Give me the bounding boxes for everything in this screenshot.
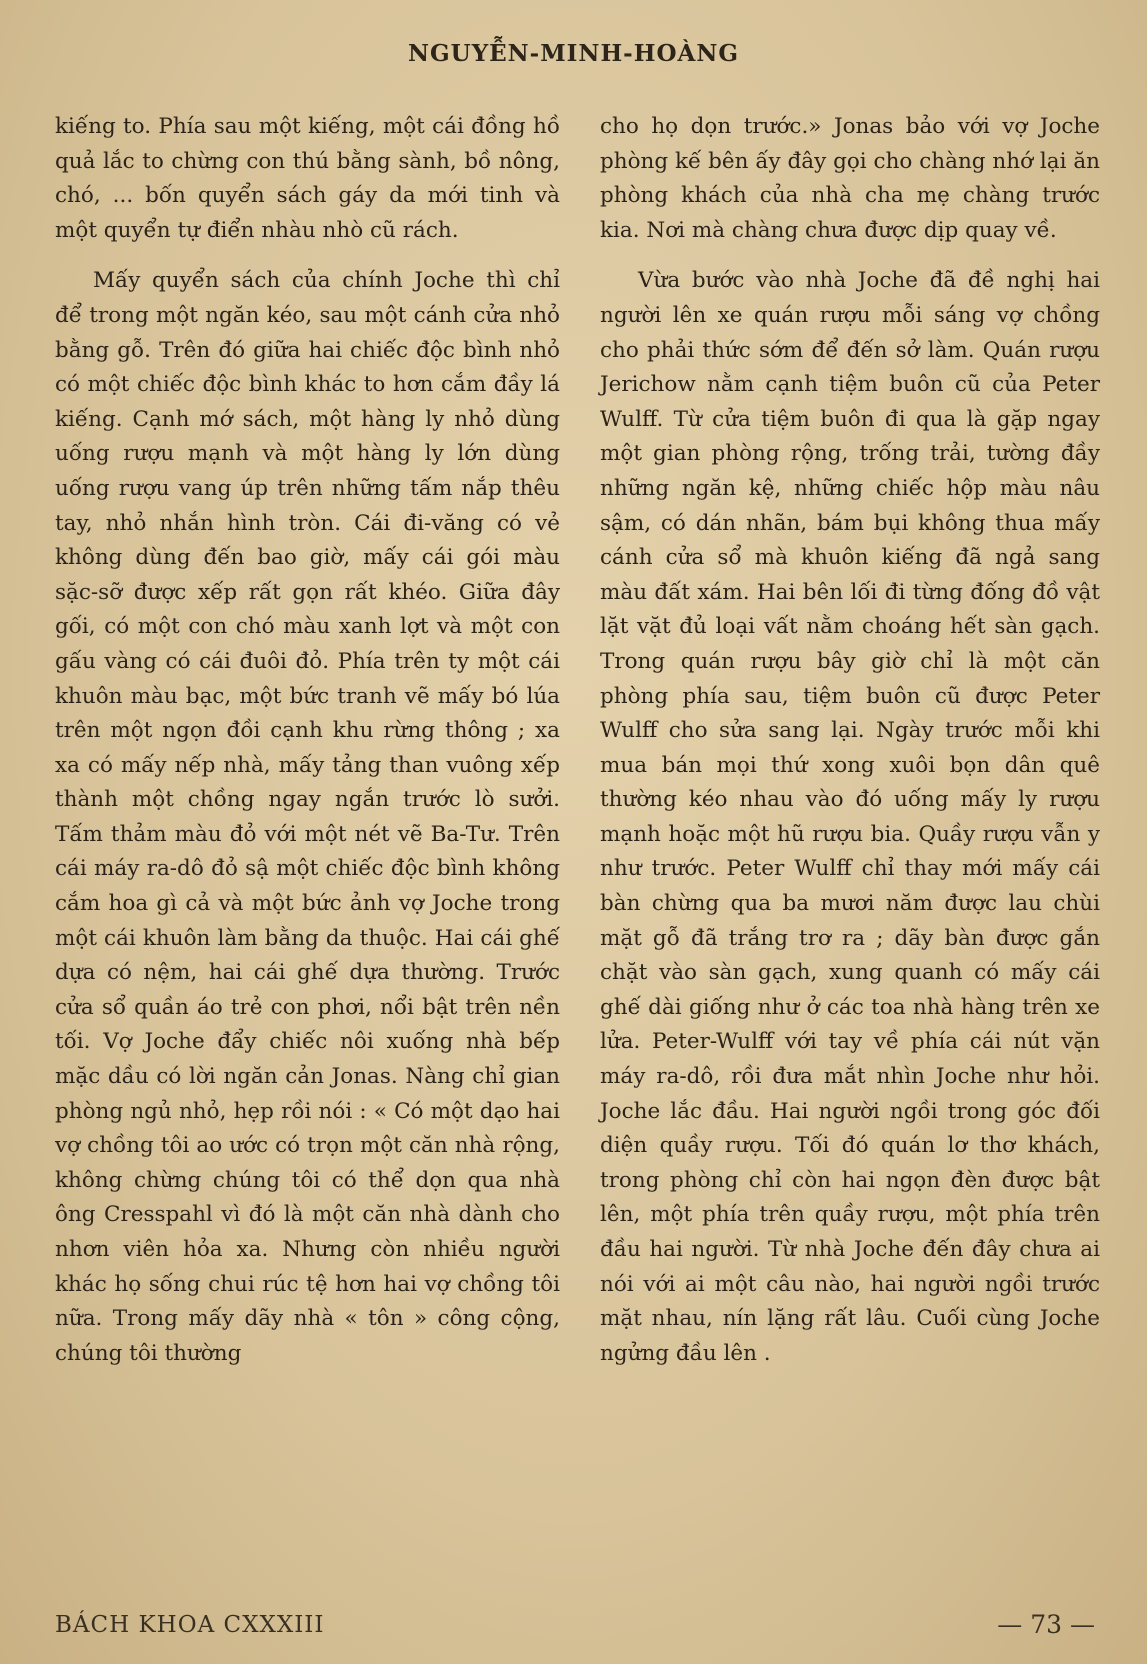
paragraph: Vừa bước vào nhà Joche đã đề nghị hai người lên xe quán rượu mỗi sáng vợ chồng cho phải thức sớm để đến sở làm. Quán rượu Jerichow nằm cạnh tiệm buôn cũ của Peter Wulff. Từ cửa tiệm buôn đi qua là gặp ngay một gian phòng rộng, trống trải, tường đầy những ngăn kệ, những chiếc hộp màu nâu sậm, có dán nhãn, bám bụi không thua mấy cánh cửa sổ mà khuôn kiếng đã ngả sang màu đất xám. Hai bên lối đi từng đống đồ vật lặt vặt đủ loại vất nằm choáng hết sàn gạch. Trong quán rượu bây giờ chỉ là một căn phòng phía sau, tiệm buôn cũ được Peter Wulff cho sửa sang lại. Ngày trước mỗi khi mua bán mọi thứ xong xuôi bọn dân quê thường kéo nhau vào đó uống mấy ly rượu mạnh hoặc một hũ rượu bia. Quầy rượu vẫn y như trước. Peter Wulff chỉ thay mới mấy cái bàn chừng qua ba mươi năm được lau chùi mặt gỗ đã trắng trơ ra ; dãy bàn được gắn chặt vào sàn gạch, xung quanh có mấy cái ghế dài giống như ở các toa nhà hàng trên xe lửa. Peter-Wulff với tay về phía cái nút vặn máy ra-dô, rồi đưa mắt nhìn Joche như hỏi. Joche lắc đầu. Hai người ngồi trong góc đối diện quầy rượu. Tối đó quán lơ thơ khách, trong phòng chỉ còn hai ngọn đèn được bật lên, một phía trên quầy rượu, một phía trên đầu hai người. Từ nhà Joche đến đây chưa ai nói với ai một câu nào, hai người ngồi trước mặt nhau, nín lặng rất lâu. Cuối cùng Joche ngửng đầu lên . xyxy=(600,268,1100,1366)
right-column xyxy=(600,110,1100,1387)
running-header: NGUYỄN-MINH-HOÀNG xyxy=(407,40,740,67)
paragraph: Mấy quyển sách của chính Joche thì chỉ để trong một ngăn kéo, sau một cánh cửa nhỏ bằng gỗ. Trên đó giữa hai chiếc độc bình nhỏ có một chiếc độc bình khác to hơn cắm đầy lá kiếng. Cạnh mớ sách, một hàng ly nhỏ dùng uống rượu mạnh và một hàng ly lớn dùng uống rượu vang úp trên những tấm nắp thêu tay, nhỏ nhắn hình tròn. Cái đi-văng có vẻ không dùng đến bao giờ, mấy cái gói màu sặc-sỡ được xếp rất gọn rất khéo. Giữa đây gối, có một con chó màu xanh lợt và một con gấu vàng có cái đuôi đỏ. Phía trên ty một cái khuôn màu bạc, một bức tranh vẽ mấy bó lúa trên một ngọn đồi cạnh khu rừng thông ; xa xa có mấy nếp nhà, mấy tảng than vuông xếp thành một chồng ngay ngắn trước lò sưởi. Tấm thảm màu đỏ với một nét vẽ Ba-Tư. Trên cái máy ra-dô đỏ sậ một chiếc độc bình không cắm hoa gì cả và một bức ảnh vợ Joche trong một cái khuôn làm bằng da thuộc. Hai cái ghế dựa có nệm, hai cái ghế dựa thường. Trước cửa sổ quần áo trẻ con phơi, nổi bật trên nền tối. Vợ Joche đẩy chiếc nôi xuống nhà bếp mặc dầu có lời ngăn cản Jonas. Nàng chỉ gian phòng ngủ nhỏ, hẹp rồi nói : « Có một dạo hai vợ chồng tôi ao ước có trọn một căn nhà rộng, không chừng chúng tôi có thể dọn qua nhà ông Cresspahl vì đó là một căn nhà dành cho nhơn viên hỏa xa. Nhưng còn nhiều người khác họ sống chui rúc tệ hơn hai vợ chồng tôi nữa. Trong mấy dãy nhà « tôn » công cộng, chúng tôi thường xyxy=(55,268,560,1366)
paragraph: cho họ dọn trước.» Jonas bảo với vợ Joche phòng kế bên ấy đây gọi cho chàng nhớ lại ăn phòng khách của nhà cha mẹ chàng trước kia. Nơi mà chàng chưa được dịp quay về. xyxy=(600,114,1100,243)
publication-footer: BÁCH KHOA CXXXIII xyxy=(55,1612,325,1638)
left-column xyxy=(55,110,560,1387)
paragraph: kiếng to. Phía sau một kiếng, một cái đồng hồ quả lắc to chừng con thú bằng sành, bồ nông, chó, ... bốn quyển sách gáy da mới tinh và một quyển tự điển nhàu nhò cũ rách. xyxy=(55,114,560,243)
page-number: — 73 — xyxy=(997,1610,1095,1639)
